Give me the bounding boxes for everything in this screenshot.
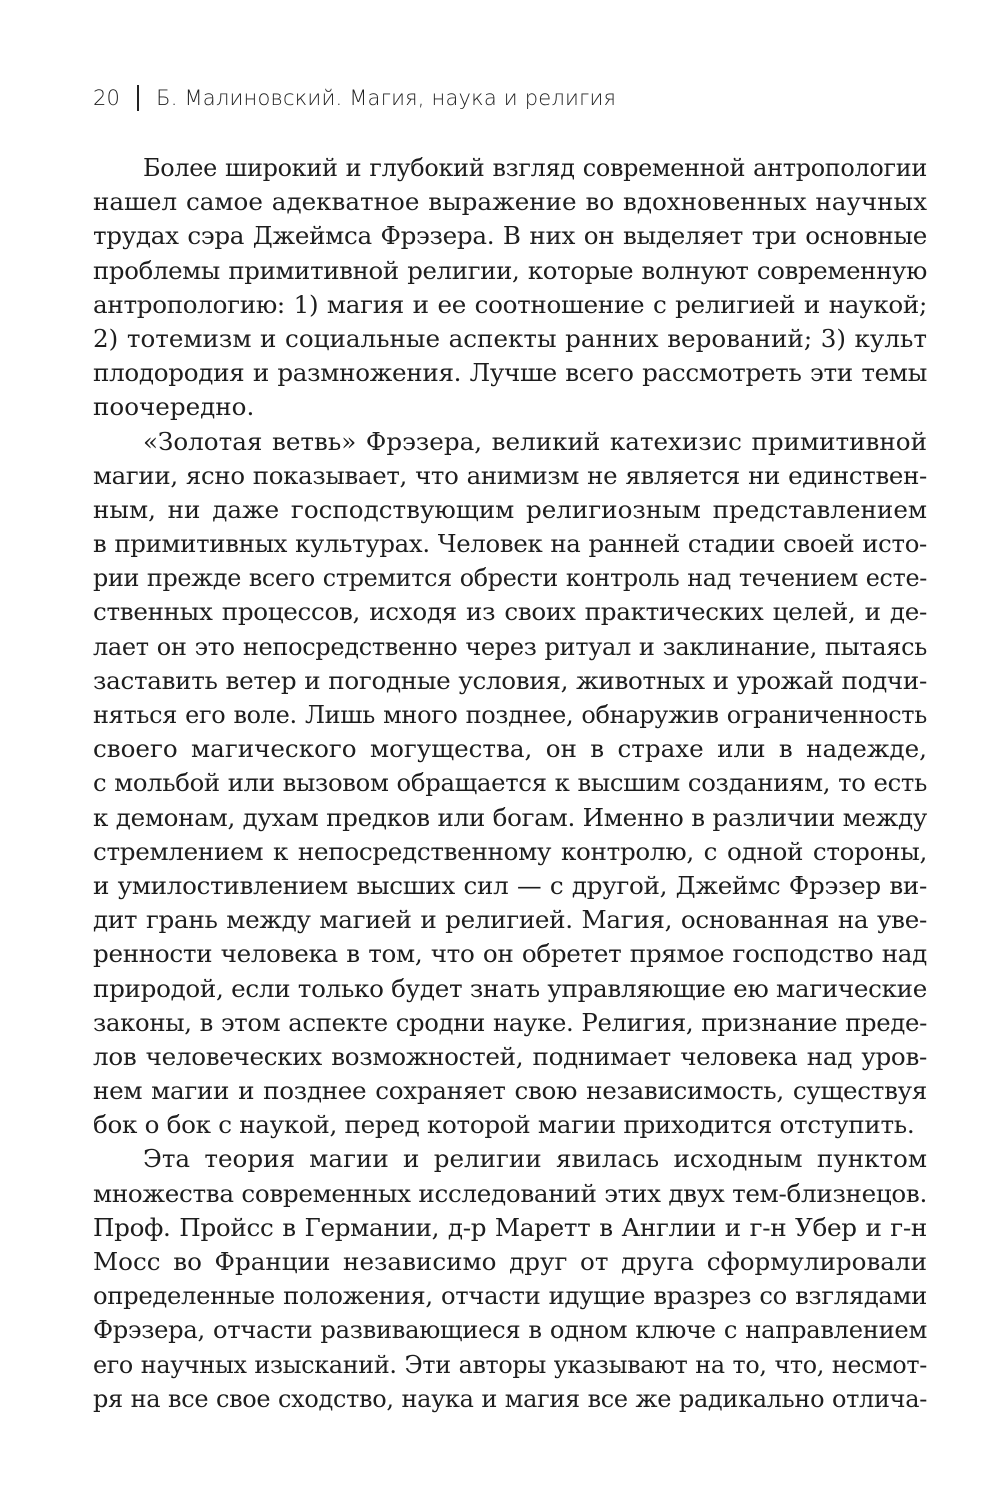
text-line: Проф. Пройсс в Германии, д-р Маретт в Англии и г-н Убер и г-н (93, 1212, 927, 1242)
text-line: заставить ветер и погодные условия, животных и урожай подчи- (93, 665, 927, 695)
page-number: 20 (93, 86, 121, 110)
running-title: Б. Малиновский. Магия, наука и религия (156, 86, 617, 110)
text-line: стремлением к непосредственному контролю, с одной стороны, (93, 836, 927, 866)
text-line: «Золотая ветвь» Фрэзера, великий катехизис примитивной (143, 426, 927, 456)
text-line: его научных изысканий. Эти авторы указывают на то, что, несмот- (93, 1350, 927, 1379)
text-line: магии, ясно показывает, что анимизм не является ни единствен- (93, 460, 927, 490)
text-line: множества современных исследований этих двух тем-близнецов. (93, 1178, 927, 1208)
text-line: Более широкий и глубокий взгляд современной антропологии (143, 154, 927, 182)
text-line: дит грань между магией и религией. Магия, основанная на уве- (93, 905, 927, 935)
text-line: с мольбой или вызовом обращается к высшим созданиям, то есть (93, 768, 927, 798)
text-line: лает он это непосредственно через ритуал и заклинание, пытаясь (93, 632, 927, 661)
text-line: к демонам, духам предков или богам. Именно в различии между (93, 802, 927, 832)
text-line: ренности человека в том, что он обретет прямое господство над (93, 939, 927, 969)
text-line: природой, если только будет знать управляющие ею магические (93, 973, 927, 1003)
text-line: 2) тотемизм и социальные аспекты ранних верований; 3) культ (93, 323, 927, 353)
text-line: своего магического могущества, он в страхе или в надежде, (93, 734, 927, 764)
text-line: нем магии и позднее сохраняет свою независимость, существуя (93, 1076, 927, 1106)
paragraph-3 (93, 1142, 927, 1416)
text-line: няться его воле. Лишь много позднее, обнаружив ограниченность (93, 701, 927, 729)
body-text (93, 151, 927, 1416)
text-line: Фрэзера, отчасти развивающиеся в одном ключе с направлением (93, 1316, 927, 1345)
text-line: ственных процессов, исходя из своих практических целей, и де- (93, 597, 927, 627)
text-line: плодородия и размножения. Лучше всего рассмотреть эти темы (93, 358, 927, 388)
text-line: ря на все свое сходство, наука и магия все же радикально отлича- (93, 1384, 927, 1413)
text-line: поочередно. (93, 392, 255, 422)
text-line: и умилостивлением высших сил — с другой, Джеймс Фрэзер ви- (93, 870, 927, 900)
paragraph-1 (93, 151, 927, 425)
text-line: рии прежде всего стремится обрести контроль над течением есте- (93, 564, 927, 593)
text-line: определенные положения, отчасти идущие вразрез со взглядами (93, 1281, 927, 1311)
text-line: лов человеческих возможностей, поднимает человека над уров- (93, 1041, 927, 1071)
text-line: в примитивных культурах. Человек на ранней стадии своей исто- (93, 529, 927, 559)
text-line: ным, ни даже господствующим религиозным представлением (93, 494, 927, 524)
text-line: Мосс во Франции независимо друг от друга сформулировали (93, 1247, 927, 1276)
text-line: законы, в этом аспекте сродни науке. Религия, признание преде- (93, 1007, 927, 1037)
text-line: антропологию: 1) магия и ее соотношение с религией и наукой; (93, 289, 927, 319)
text-line: Эта теория магии и религии явилась исходным пунктом (143, 1144, 927, 1174)
text-line: нашел самое адекватное выражение во вдохновенных научных (93, 187, 927, 217)
paragraph-2 (93, 425, 927, 1143)
running-head (93, 78, 616, 118)
text-line: трудах сэра Джеймса Фрэзера. В них он выделяет три основные (93, 221, 927, 251)
text-line: бок о бок с наукой, перед которой магии приходится отступить. (93, 1110, 915, 1140)
text-line: проблемы примитивной религии, которые волнуют современную (93, 255, 927, 285)
header-separator (137, 85, 139, 111)
